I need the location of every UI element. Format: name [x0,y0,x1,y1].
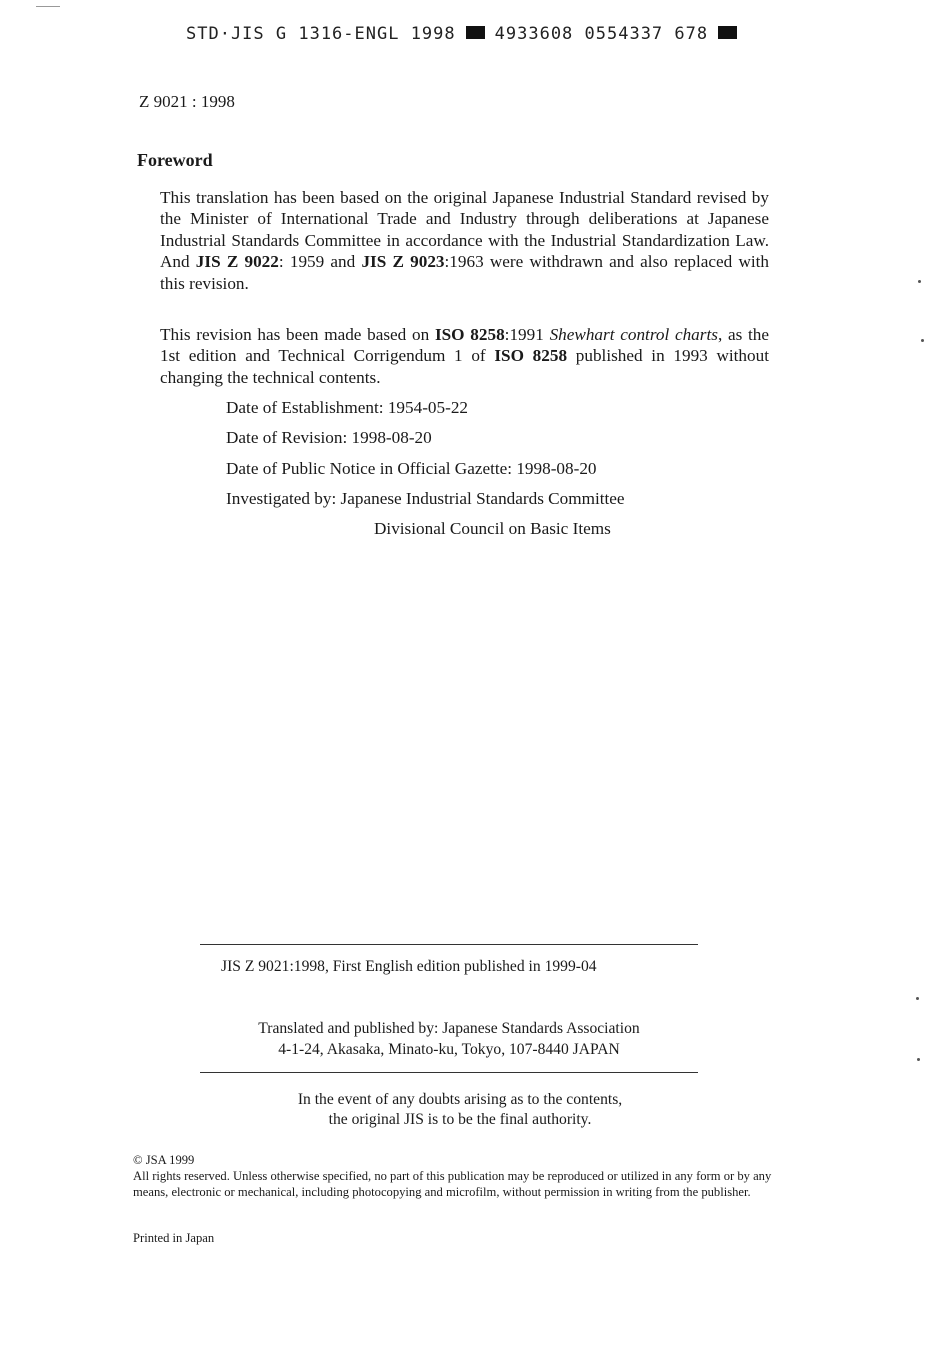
standard-title: Shewhart control charts [549,325,718,344]
rights-statement: All rights reserved. Unless otherwise specified, no part of this publication may be reproduced or utilized in any form or by any means, electronic or mechanical, including photocopying and microfilm, without permission in writing from the publisher. [133,1169,772,1199]
publisher-address: 4-1-24, Akasaka, Minato-ku, Tokyo, 107-8440 JAPAN [278,1040,620,1058]
standard-reference: ISO 8258 [494,346,568,366]
standard-reference: JIS Z 9023 [361,252,445,272]
text-run: :1991 [504,325,550,344]
scan-edge-mark [36,6,60,7]
standard-number: Z 9021 : 1998 [139,92,235,111]
investigated-by: Investigated by: Japanese Industrial Standards Committee [226,489,625,508]
text-run: This translation has been based on the original Japanese Industrial Standard revised by the Minister of International Trade and Industry through deliberations at Japanese Industrial Standards Committee in accordance with the Industrial Standardization Law. And [160,188,769,272]
divider-rule [200,1072,698,1073]
scan-speck [921,339,924,342]
standard-reference: ISO 8258 [434,325,505,344]
document-stamp [186,24,747,44]
date-of-establishment: Date of Establishment: 1954-05-22 [226,398,469,417]
edition-note: JIS Z 9021:1998, First English edition published in 1999-04 [221,958,597,975]
stamp-code-right: 4933608 0554337 678 [494,24,709,44]
divisional-council: Divisional Council on Basic Items [374,519,611,538]
stamp-code-left: STD·JIS G 1316-ENGL 1998 [186,24,456,44]
publisher-name: Translated and published by: Japanese Standards Association [258,1020,640,1037]
scan-speck [918,280,921,283]
printed-in-note: Printed in Japan [133,1231,215,1245]
stamp-block-mark [718,26,737,39]
text-run: This revision has been made based on [160,325,435,344]
section-heading: Foreword [137,150,213,170]
text-run: :1963 were withdrawn and also replaced with this revision. [160,252,769,293]
authority-note-line-1: In the event of any doubts arising as to the contents, [297,1091,623,1108]
scan-speck [917,1058,920,1061]
foreword-paragraph-2 [160,324,769,388]
stamp-block-mark [466,26,485,39]
scan-speck [916,997,919,1000]
text-run: published in 1993 without changing the technical contents. [160,346,769,387]
date-of-public-notice: Date of Public Notice in Official Gazette: 1998-08-20 [226,459,597,478]
authority-note-line-2: the original JIS is to be the final authority. [328,1110,592,1128]
standard-reference: JIS Z 9022 [195,252,279,272]
date-of-revision: Date of Revision: 1998-08-20 [226,428,432,447]
foreword-paragraph-1 [160,187,769,294]
copyright-notice: © JSA 1999 [133,1153,195,1167]
authority-note [200,1090,720,1129]
text-run: : 1959 and [278,252,362,272]
text-run: , as the 1st edition and Technical Corrigendum 1 of [160,325,770,366]
publisher-block [200,1019,698,1060]
divider-rule [200,944,698,945]
